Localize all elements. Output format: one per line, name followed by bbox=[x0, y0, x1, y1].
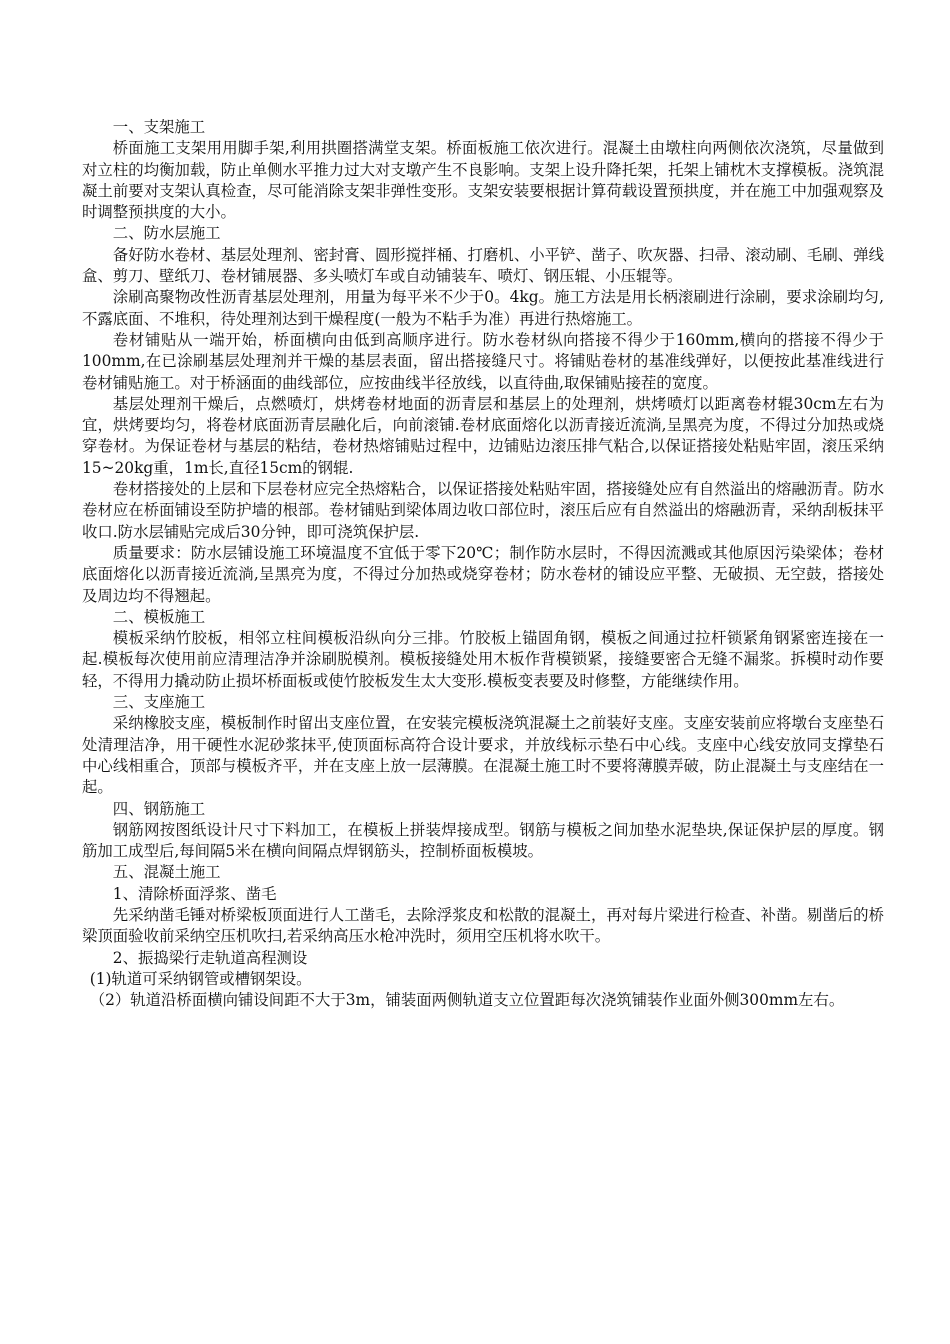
paragraph: 质量要求：防水层铺设施工环境温度不宜低于零下20℃；制作防水层时，不得因流溅或其他原因污染梁体；卷材底面熔化以沥青接近流淌,呈黑亮为度，不得过分加热或烧穿卷材；防水卷材的铺设应平整、无破损、无空鼓，搭接处及周边均不得翘起。 bbox=[82, 543, 884, 605]
heading-bearing: 三、支座施工 bbox=[112, 693, 206, 712]
paragraph: 采纳橡胶支座，模板制作时留出支座位置，在安装完模板浇筑混凝土之前装好支座。支座安装前应将墩台支座垫石处清理洁净，用干硬性水泥砂浆抹平,使顶面标高符合设计要求，并放线标示垫石中心线。支座中心线安放同支撑垫石中心线相重合，顶部与模板齐平，并在支座上放一层薄膜。在混凝土施工时不要将薄膜弄破，防止混凝土与支座结在一起。 bbox=[82, 714, 884, 797]
paragraph: 备好防水卷材、基层处理剂、密封膏、圆形搅拌桶、打磨机、小平铲、凿子、吹灰器、扫帚、滚动刷、毛刷、弹线盒、剪刀、壁纸刀、卷材铺展器、多头喷灯车或自动铺装车、喷灯、钢压辊、小压辊等。 bbox=[82, 245, 884, 286]
heading-waterproof-layer: 二、防水层施工 bbox=[112, 224, 221, 243]
paragraph: 钢筋网按图纸设计尺寸下料加工，在模板上拼装焊接成型。钢筋与模板之间加垫水泥垫块,保证保护层的厚度。钢筋加工成型后,每间隔5米在横向间隔点焊钢筋头，控制桥面板模坡。 bbox=[82, 820, 884, 861]
document-body bbox=[82, 117, 884, 1011]
paragraph: 基层处理剂干燥后，点燃喷灯，烘烤卷材地面的沥青层和基层上的处理剂，烘烤喷灯以距离卷材辊30cm左右为宜，烘烤要均匀，将卷材底面沥青层融化后，向前滚铺.卷材底面熔化以沥青接近流淌,呈黑亮为度，不得过分加热或烧穿卷材。为保证卷材与基层的粘结，卷材热熔铺贴过程中，边铺贴边滚压排气粘合,以保证搭接处粘贴牢固，滚压采纳15~20kg重，1m长,直径15cm的钢辊. bbox=[82, 394, 884, 477]
subheading: 2、振捣梁行走轨道高程测设 bbox=[112, 948, 308, 967]
list-item: (1)轨道可采纳钢管或槽钢架设。 bbox=[89, 969, 312, 988]
list-item: （2）轨道沿桥面横向铺设间距不大于3m，铺装面两侧轨道支立位置距每次浇筑铺装作业面外侧300mm左右。 bbox=[89, 991, 845, 1010]
subheading: 1、清除桥面浮浆、凿毛 bbox=[112, 884, 277, 903]
heading-rebar: 四、钢筋施工 bbox=[112, 799, 206, 818]
paragraph: 涂刷高聚物改性沥青基层处理剂，用量为每平米不少于0。4kg。施工方法是用长柄滚刷进行涂刷，要求涂刷均匀,不露底面、不堆积，待处理剂达到干燥程度(一般为不粘手为准）再进行热熔施工。 bbox=[82, 288, 884, 328]
paragraph: 卷材搭接处的上层和下层卷材应完全热熔粘合，以保证搭接处粘贴牢固，搭接缝处应有自然溢出的熔融沥青。防水卷材应在桥面铺设至防护墙的根部。卷材铺贴到梁体周边收口部位时，滚压后应有自然溢出的熔融沥青，采纳刮板抹平收口.防水层铺贴完成后30分钟，即可浇筑保护层. bbox=[82, 480, 884, 541]
heading-concrete: 五、混凝土施工 bbox=[112, 863, 221, 882]
paragraph: 先采纳凿毛锤对桥梁板顶面进行人工凿毛，去除浮浆皮和松散的混凝土，再对每片梁进行检查、补凿。剔凿后的桥梁顶面验收前采纳空压机吹扫,若采纳高压水枪冲洗时，须用空压机将水吹干。 bbox=[82, 905, 884, 946]
heading-formwork: 二、模板施工 bbox=[112, 607, 206, 626]
paragraph: 桥面施工支架用用脚手架,利用拱圈搭满堂支架。桥面板施工依次进行。混凝土由墩柱向两侧依次浇筑，尽量做到对立柱的均衡加载，防止单侧水平推力过大对支墩产生不良影响。支架上设升降托架，托架上铺枕木支撑模板。浇筑混凝土前要对支架认真检查，尽可能消除支架非弹性变形。支架安装要根据计算荷载设置预拱度，并在施工中加强观察及时调整预拱度的大小。 bbox=[82, 139, 884, 222]
paragraph: 卷材铺贴从一端开始，桥面横向由低到高顺序进行。防水卷材纵向搭接不得少于160mm,横向的搭接不得少于100mm,在已涂刷基层处理剂并干燥的基层表面，留出搭接缝尺寸。将铺贴卷材的基准线弹好，以便按此基准线进行卷材铺贴施工。对于桥涵面的曲线部位，应按曲线半径放线，以直待曲,取保铺贴接茬的宽度。 bbox=[82, 330, 884, 392]
heading-support-frame: 一、支架施工 bbox=[112, 118, 206, 136]
paragraph: 模板采纳竹胶板，相邻立柱间模板沿纵向分三排。竹胶板上锚固角钢，模板之间通过拉杆锁紧角钢紧密连接在一起.模板每次使用前应清理洁净并涂刷脱模剂。模板接缝处用木板作背模锁紧，接缝要密合无缝不漏浆。拆模时动作要轻，不得用力撬动防止损坏桥面板或使竹胶板发生太大变形.模板变表要及时修整，方能继续作用。 bbox=[82, 629, 884, 690]
